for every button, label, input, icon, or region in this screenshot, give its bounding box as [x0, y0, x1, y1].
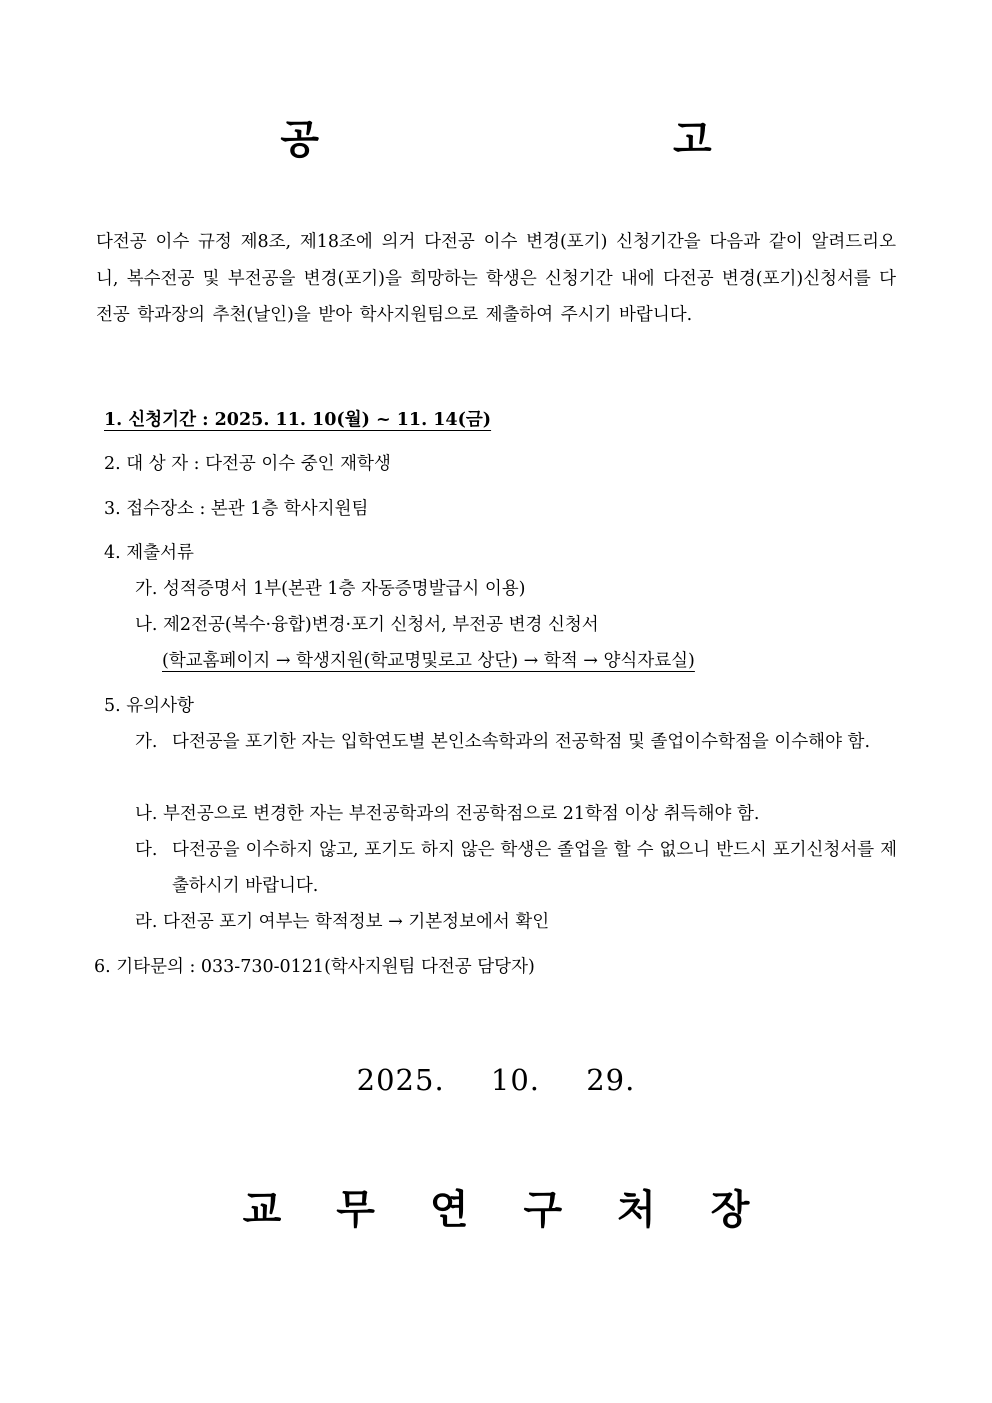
application-period-text: 1. 신청기간 : 2025. 11. 10(월) ~ 11. 14(금) [104, 410, 492, 430]
application-period [104, 408, 491, 432]
note-item-a-mark: 가. [135, 732, 158, 752]
form-download-path [162, 649, 695, 673]
note-item-c-text: 다전공을 이수하지 않고, 포기도 하지 않은 학생은 졸업을 할 수 없으니 반드시 포기신청서를 제출하시기 바랍니다. [172, 840, 897, 896]
document-item-a: 가. 성적증명서 1부(본관 1층 자동증명발급시 이용) [135, 579, 526, 599]
documents-heading: 4. 제출서류 [104, 543, 194, 563]
note-item-b: 나. 부전공으로 변경한 자는 부전공학과의 전공학점으로 21학점 이상 취득해야 함. [135, 804, 760, 824]
intro-paragraph: 다전공 이수 규정 제8조, 제18조에 의거 다전공 이수 변경(포기) 신청기간을 다음과 같이 알려드리오니, 복수전공 및 부전공을 변경(포기)을 희망하는 학생은 신청기간 내에 다전공 변경(포기)신청서를 다전공 학과장의 추천(날인)을 받아 학사지원팀으로 제출하여 주시기 바랍니다. [96, 232, 896, 325]
contact-info: 6. 기타문의 : 033-730-0121(학사지원팀 다전공 담당자) [94, 957, 535, 977]
note-item-c-mark: 다. [135, 840, 158, 860]
note-item-c [135, 832, 897, 904]
note-item-d: 라. 다전공 포기 여부는 학적정보 → 기본정보에서 확인 [135, 912, 550, 932]
eligibility: 2. 대 상 자 : 다전공 이수 중인 재학생 [104, 454, 391, 474]
note-item-a [135, 724, 897, 760]
issuing-office: 교무연구처장 [242, 1187, 805, 1233]
notes-heading: 5. 유의사항 [104, 696, 194, 716]
notice-date: 2025. 10. 29. [356, 1063, 636, 1097]
submission-location: 3. 접수장소 : 본관 1층 학사지원팀 [104, 499, 369, 519]
note-item-a-text: 다전공을 포기한 자는 입학연도별 본인소속학과의 전공학점 및 졸업이수학점을 이수해야 함. [172, 732, 871, 752]
document-item-b: 나. 제2전공(복수·융합)변경·포기 신청서, 부전공 변경 신청서 [135, 615, 599, 635]
form-download-path-text: (학교홈페이지 → 학생지원(학교명및로고 상단) → 학적 → 양식자료실) [162, 651, 695, 671]
notice-title: 공 고 [280, 117, 882, 163]
